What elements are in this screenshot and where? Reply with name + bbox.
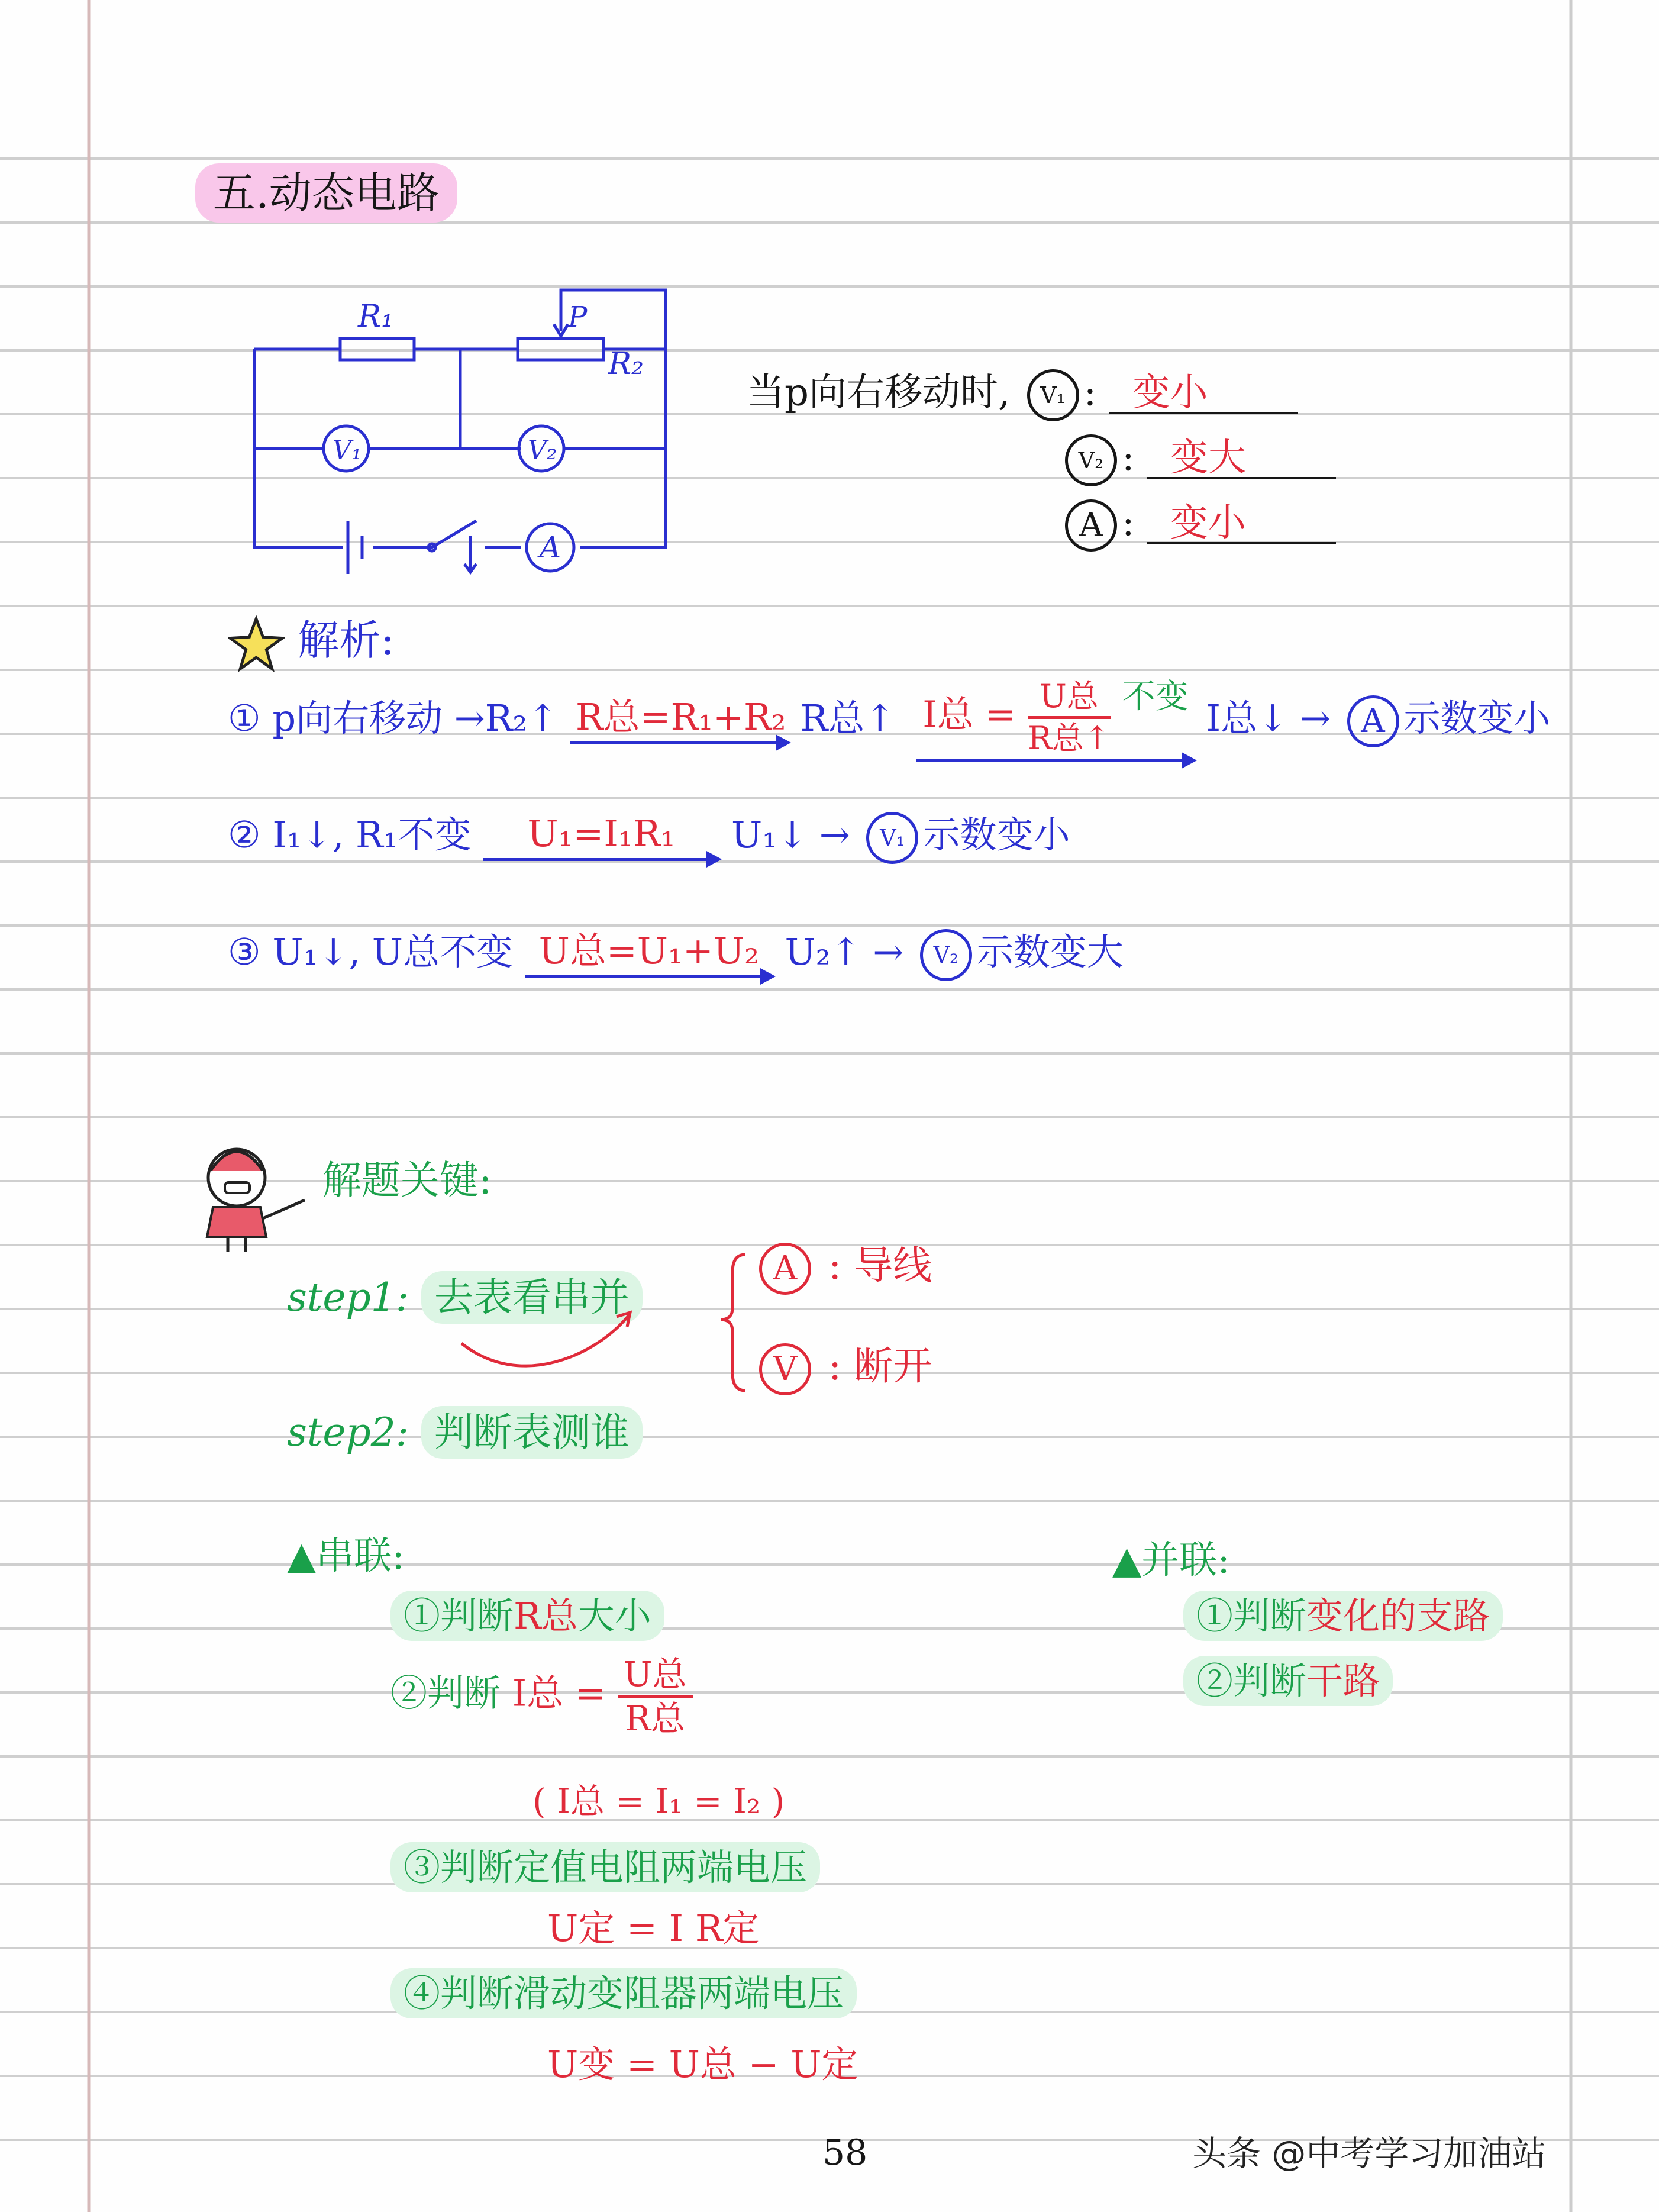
- key-step2-label: step2:: [287, 1410, 409, 1455]
- label-p: P: [568, 301, 588, 334]
- series-item-1: [390, 1594, 664, 1637]
- star-icon: [228, 615, 285, 672]
- branch-a-text: : 导线: [828, 1243, 932, 1288]
- key-step1-text: 去表看串并: [421, 1271, 643, 1324]
- series-item2-note: ( I总 = I₁ = I₂ ): [532, 1781, 785, 1821]
- parallel-item2-num: ②: [1196, 1659, 1234, 1702]
- step1-formula2-prefix: I总 =: [922, 692, 1016, 736]
- series-item-2: [390, 1654, 693, 1739]
- step2-meter-badge: V₁: [866, 812, 918, 864]
- series-item2-a: 判断: [427, 1671, 501, 1715]
- step1-formula2-denominator: R总↑: [1028, 720, 1111, 757]
- series-item1-b: R总: [514, 1594, 578, 1637]
- series-item1-c: 大小: [577, 1594, 651, 1637]
- series-item2-numerator: U总: [618, 1657, 693, 1698]
- step1-mid: R总↑: [800, 697, 896, 740]
- step3-cause: U₁↓, U总不变: [272, 930, 514, 974]
- parallel-item2-a: 判断: [1233, 1659, 1307, 1702]
- step3-number: ③: [228, 930, 261, 974]
- step1-formula2-numerator: U总: [1028, 681, 1111, 719]
- step3-result: U₂↑ →: [785, 930, 904, 974]
- step1-number: ①: [228, 697, 261, 740]
- analysis-step-3: [228, 929, 1124, 981]
- step1-tail: 示数变小: [1403, 697, 1551, 740]
- analysis-heading: 解析:: [298, 616, 395, 665]
- circuit-diagram: [237, 272, 686, 592]
- series-heading: ▲串联:: [287, 1534, 405, 1578]
- step2-result: U₁↓ →: [731, 813, 850, 857]
- series-item-4: ④判断滑动变阻器两端电压: [390, 1968, 857, 2018]
- step3-formula: U总=U₁+U₂: [538, 928, 759, 972]
- step1-formula2-note: 不变: [1122, 678, 1189, 716]
- branch-v-text: : 断开: [828, 1343, 932, 1389]
- label-r1: R₁: [358, 299, 393, 334]
- key-step1-label: step1:: [287, 1275, 409, 1320]
- notebook-page: 五.动态电路 R₁ P R₂ V₁ V₂ A 当p向右移动时, V₁ : 变小 V₂ : 变大 A : 变小 解析: ① p向右移动 →R₂↑ R总=R₁+R₂ R总↑ I总 = $\frac{\text{U总}}{\text{R总↑}}$ 不变 I总↓ → A 示数变小 ② I₁↓, R₁不变 U₁=I₁R₁ U₁↓ → V₁ 示数变小 ③ U₁↓, U总不变 U总=U₁+U₂ U₂↑ → V₂ 示数变大 解题关键: step1: 去表看串并 A : 导线 V : 断开 step2: 判断表测谁 ▲串联: ①判断R总大小 ②判断 I总 = $\frac{\text{U总}}{\text{R总}}$ ( I总 = I₁ = I₂ ) ③判断定值电阻两端电压 U定 = I R定 ④判断滑动变阻器两端电压 U变 = U总 − U定 ▲并联: ①判断变化的支路 ②判断干路 58 头条 @中考学习加油站: [0, 0, 1659, 2212]
- key-heading: 解题关键:: [322, 1157, 492, 1203]
- parallel-item2-b: 干路: [1306, 1659, 1380, 1702]
- answer-v1: 变小: [1132, 370, 1208, 415]
- answer-v2: 变大: [1170, 436, 1246, 480]
- label-v1: V₁: [333, 436, 362, 466]
- parallel-item1-b: 变化的支路: [1306, 1594, 1490, 1637]
- key-branch-arrow: [450, 1249, 757, 1397]
- series-item4-formula: U变 = U总 − U定: [547, 2043, 858, 2086]
- answer-a: 变小: [1170, 501, 1246, 545]
- parallel-heading: ▲并联:: [1112, 1539, 1230, 1582]
- meter-v2-badge: V₂: [1065, 434, 1117, 486]
- meter-v1-badge: V₁: [1027, 369, 1079, 421]
- parallel-item-2: [1183, 1659, 1393, 1702]
- meter-a-badge: A: [1065, 499, 1117, 552]
- analysis-step-2: [228, 812, 1070, 864]
- step1-meter-badge: A: [1347, 695, 1399, 747]
- label-a: A: [540, 530, 561, 565]
- step2-formula: U₁=I₁R₁: [527, 811, 676, 855]
- series-item2-lhs: I总 =: [512, 1671, 606, 1715]
- label-r2: R₂: [608, 346, 644, 382]
- resistor-r1: [340, 338, 414, 360]
- step1-result: I总↓ →: [1206, 697, 1331, 740]
- teacher-mascot-illustration: [195, 1136, 314, 1255]
- step1-cause: p向右移动 →R₂↑: [272, 697, 559, 740]
- question-prompt: 当p向右移动时,: [747, 370, 1011, 415]
- step1-formula1: R总=R₁+R₂: [575, 695, 786, 739]
- step2-cause: I₁↓, R₁不变: [272, 813, 472, 857]
- series-item-3: ③判断定值电阻两端电压: [390, 1842, 820, 1892]
- key-step2-text: 判断表测谁: [421, 1406, 643, 1459]
- label-v2: V₂: [528, 436, 557, 466]
- series-item1-a: 判断: [440, 1594, 514, 1637]
- parallel-item-1: [1183, 1594, 1503, 1637]
- step2-tail: 示数变小: [923, 813, 1070, 857]
- branch-v-meter: V: [759, 1343, 811, 1395]
- step2-number: ②: [228, 813, 261, 857]
- series-item3-formula: U定 = I R定: [547, 1907, 760, 1950]
- branch-a-meter: A: [759, 1243, 811, 1295]
- step3-meter-badge: V₂: [920, 929, 972, 981]
- analysis-step-1: [228, 678, 1551, 762]
- watermark: 头条 @中考学习加油站: [1192, 2133, 1547, 2174]
- series-item2-num: ②: [390, 1671, 428, 1715]
- parallel-item1-a: 判断: [1233, 1594, 1307, 1637]
- key-step-2: [287, 1410, 643, 1455]
- rheostat-r2: [518, 338, 603, 360]
- series-item1-num: ①: [404, 1594, 441, 1637]
- parallel-item1-num: ①: [1196, 1594, 1234, 1637]
- series-item2-denominator: R总: [625, 1698, 685, 1739]
- step3-tail: 示数变大: [976, 930, 1124, 974]
- page-number: 58: [822, 2132, 868, 2174]
- page-title: 五.动态电路: [195, 163, 457, 223]
- question: 当p向右移动时, V₁ : 变小: [747, 369, 1298, 421]
